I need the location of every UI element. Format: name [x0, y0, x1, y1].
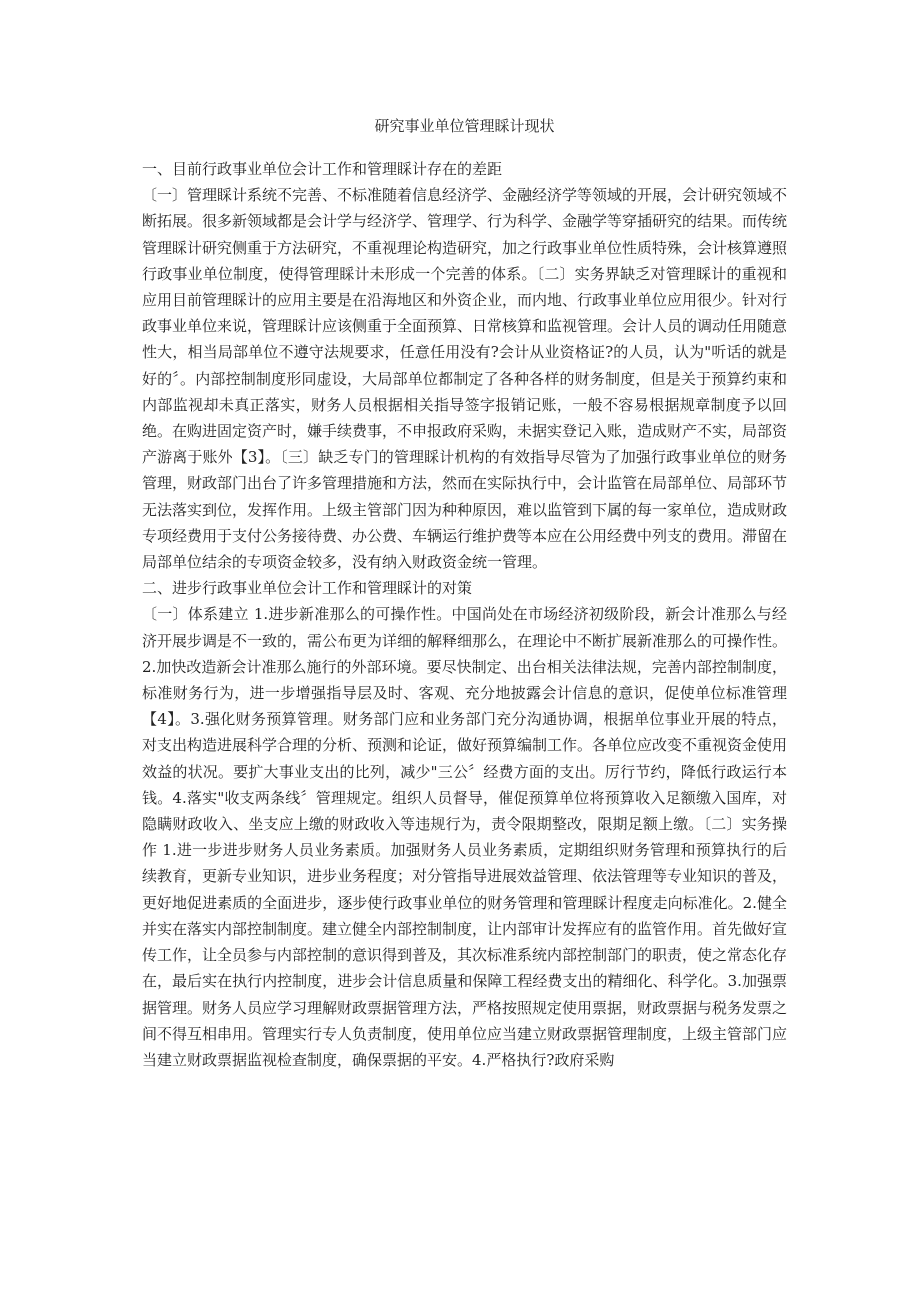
section-heading-1: 一、目前行政事业单位会计工作和管理睬计存在的差距	[142, 160, 503, 178]
document-title: 研究事业单位管理睬计现状	[374, 117, 555, 135]
body-paragraph-1: 〔一〕管理睬计系统不完善、不标准随着信息经济学、金融经济学等领域的开展，会计研究领域不断拓展。很多新领域都是会计学与经济学、管理学、行为科学、金融学等穿插研究的结果。而传统管理睬计研究侧重于方法研究，不重视理论构造研究，加之行政事业单位性质特殊，会计核算遵照行政事业单位制度，使得管理睬计未形成一个完善的体系。〔二〕实务界缺乏对管理睬计的重视和应用目前管理睬计的应用主要是在沿海地区和外资企业，而内地、行政事业单位应用很少。针对行政事业单位来说，管理睬计应该侧重于全面预算、日常核算和监视管理。会计人员的调动任用随意性大，相当局部单位不遵守法规要求，任意任用没有?会计从业资格证?的人员，认为"听话的就是好的〞。内部控制制度形同虚设，大局部单位都制定了各种各样的财务制度，但是关于预算约束和内部监视却未真正落实，财务人员根据相关指导签字报销记账，一般不容易根据规章制度予以回绝。在购进固定资产时，嫌手续费事，不申报政府采购，未据实登记入账，造成财产不实，局部资产游离于账外【3】。〔三〕缺乏专门的管理睬计机构的有效指导尽管为了加强行政事业单位的财务管理，财政部门出台了许多管理措施和方法，然而在实际执行中，会计监管在局部单位、局部环节无法落实到位，发挥作用。上级主管部门因为种种原因，难以监管到下属的每一家单位，造成财政专项经费用于支付公务接待费、办公费、车辆运行维护费等本应在公用经费中列支的费用。滞留在局部单位结余的专项资金较多，没有纳入财政资金统一管理。	[142, 186, 788, 572]
body-paragraph-2: 〔一〕体系建立 1.进步新准那么的可操作性。中国尚处在市场经济初级阶段，新会计准那么与经济开展步调是不一致的，需公布更为详细的解释细那么，在理论中不断扩展新准那么的可操作性。2.加快改造新会计准那么施行的外部环境。要尽快制定、出台相关法律法规，完善内部控制制度，标准财务行为，进一步增强指导层及时、客观、充分地披露会计信息的意识，促使单位标准管理【4】。3.强化财务预算管理。财务部门应和业务部门充分沟通协调，根据单位事业开展的特点，对支出构造进展科学合理的分析、预测和论证，做好预算编制工作。各单位应改变不重视资金使用效益的状况。要扩大事业支出的比列，减少"三公〞经费方面的支出。厉行节约，降低行政运行本钱。4.落实"收支两条线〞管理规定。组织人员督导，催促预算单位将预算收入足额缴入国库，对隐瞒财政收入、坐支应上缴的财政收入等违规行为，责令限期整改，限期足额上缴。〔二〕实务操作 1.进一步进步财务人员业务素质。加强财务人员业务素质，定期组织财务管理和预算执行的后续教育，更新专业知识，进步业务程度；对分管指导进展效益管理、依法管理等专业知识的普及，更好地促进素质的全面进步，逐步使行政事业单位的财务管理和管理睬计程度走向标准化。2.健全并实在落实内部控制制度。建立健全内部控制制度，让内部审计发挥应有的监管作用。首先做好宣传工作，让全员参与内部控制的意识得到普及，其次标准系统内部控制部门的职责，使之常态化存在，最后实在执行内控制度，进步会计信息质量和保障工程经费支出的精细化、科学化。3.加强票据管理。财务人员应学习理解财政票据管理方法，严格按照规定使用票据，财政票据与税务发票之间不得互相串用。管理实行专人负责制度，使用单位应当建立财政票据管理制度，上级主管部门应当建立财政票据监视检查制度，确保票据的平安。4.严格执行?政府采购	[142, 605, 788, 1069]
document-page	[142, 116, 787, 1073]
section-heading-2: 二、进步行政事业单位会计工作和管理睬计的对策	[142, 579, 473, 598]
document-body	[142, 156, 787, 1073]
